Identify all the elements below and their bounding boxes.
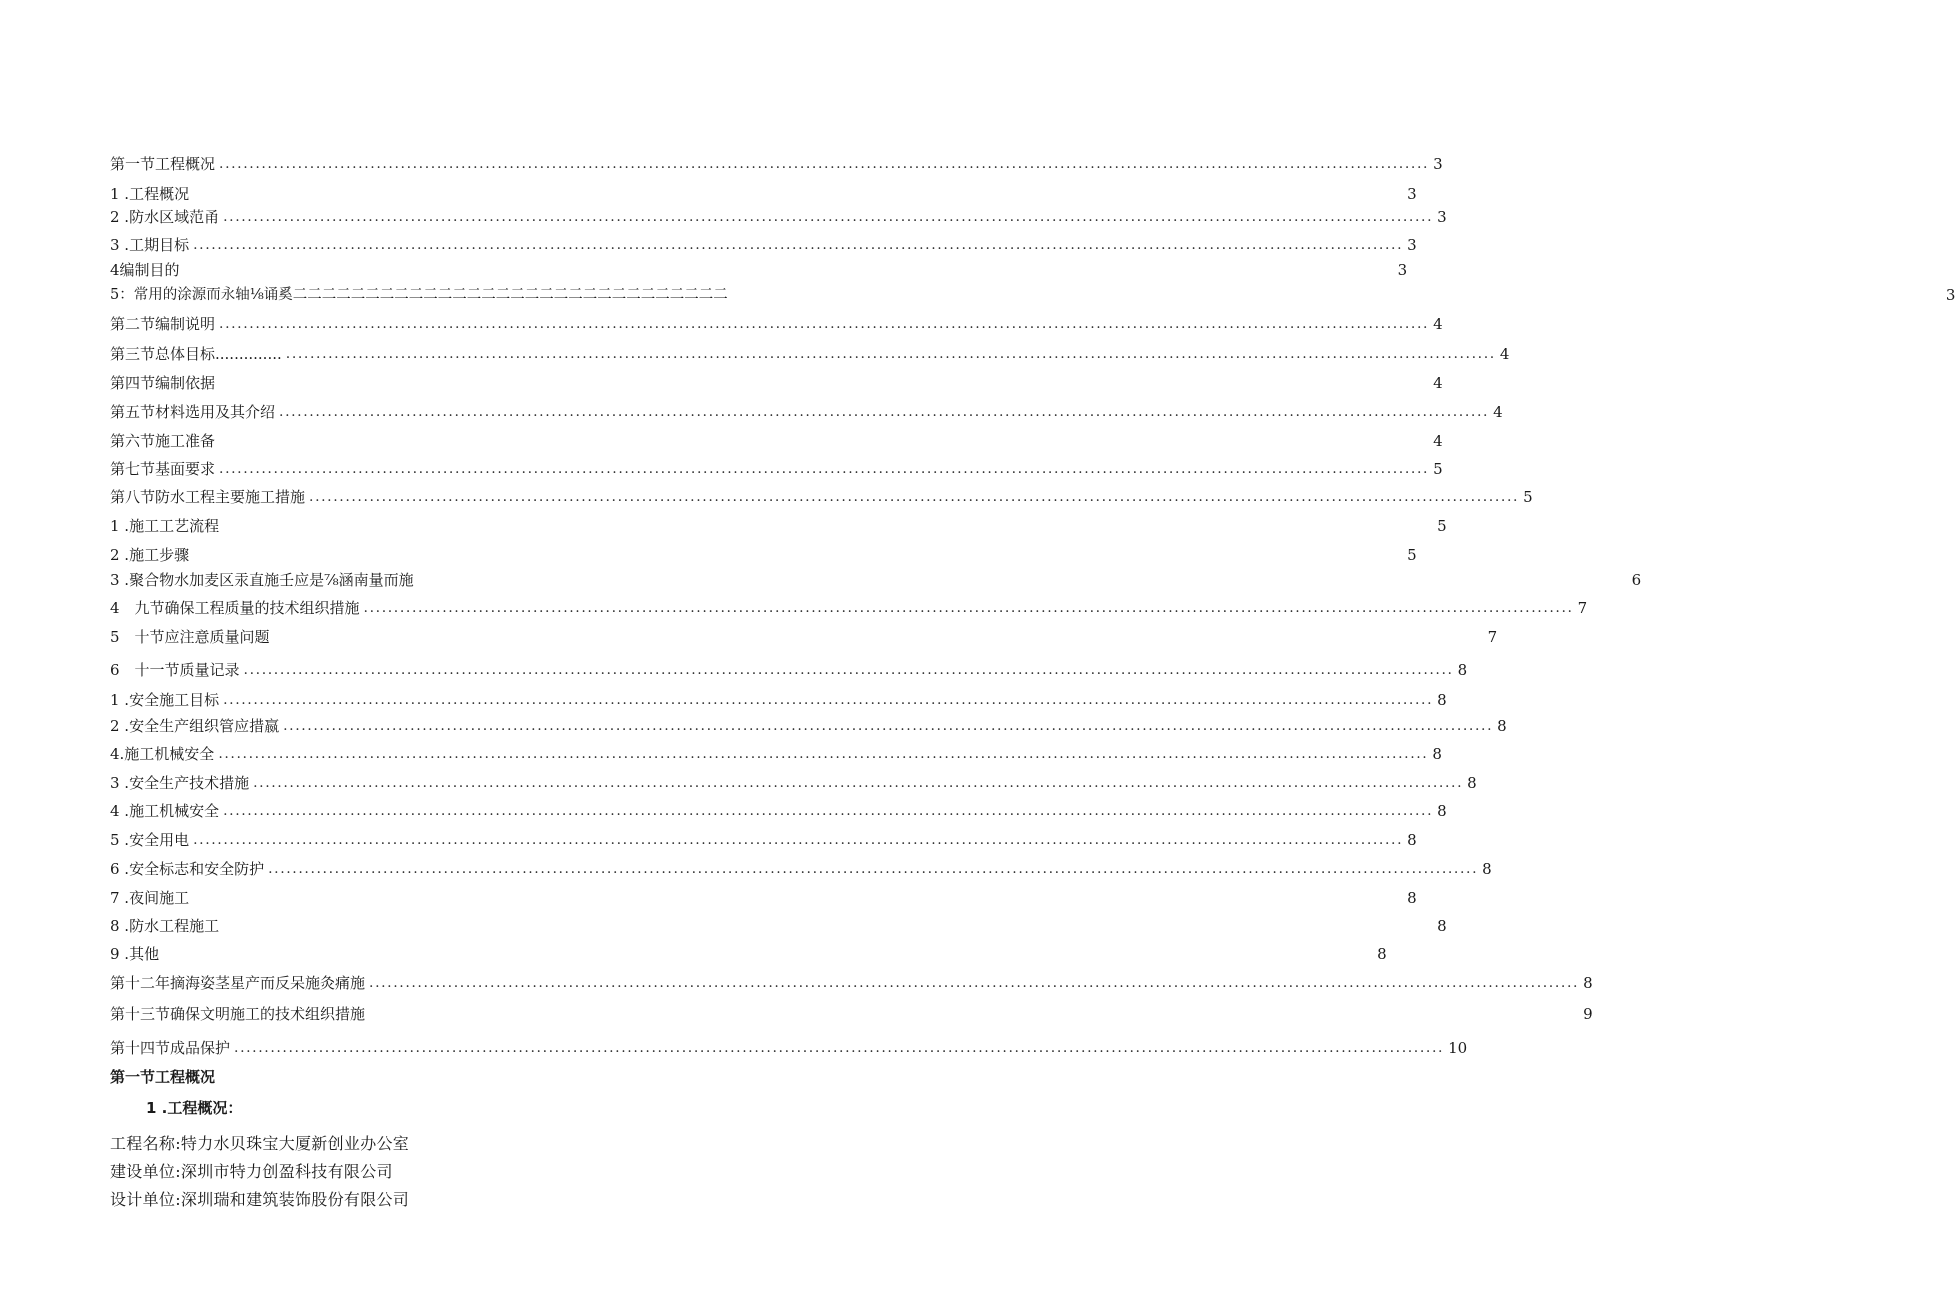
toc-entry-page: 3 <box>1433 155 1443 173</box>
toc-entry[interactable] <box>110 485 1533 507</box>
toc-leader-dots: ........................................................................................................................................................................................................ <box>283 718 1494 734</box>
toc-leader-dots: ........................................................................................................................................................................................................ <box>193 832 1404 848</box>
toc-entry[interactable] <box>110 342 1510 364</box>
toc-leader-dots: ........................................................................................................................................................................................................ <box>279 404 1490 420</box>
toc-entry[interactable] <box>110 596 1588 618</box>
section-heading: 第一节工程概况 <box>110 1068 216 1086</box>
toc-entry-page: 8 <box>1437 917 1447 935</box>
toc-entry-title: 第十三节确保文明施工的技术组织措施 <box>110 1005 366 1023</box>
toc-entry-title: 8 .防水工程施工 <box>110 917 220 935</box>
toc-leader-dots: ........................................................................................................................................................................................................ <box>363 600 1574 616</box>
toc-entry[interactable] <box>110 971 1593 993</box>
toc-entry-title: 第一节工程概况 <box>110 155 216 173</box>
toc-entry[interactable] <box>110 857 1492 879</box>
toc-entry-title: 3 .安全生产技术措施 <box>110 774 250 792</box>
toc-entry-title: 2 .防水区域范甬 <box>110 208 220 226</box>
toc-entry-title: 6 十一节质量记录 <box>110 661 240 679</box>
toc-entry-page: 3 <box>1945 286 1955 304</box>
toc-leader-dots: ........................................................................................................................................................................................................ <box>223 692 1434 708</box>
toc-entry-page: 8 <box>1407 889 1417 907</box>
toc-entry[interactable] <box>110 182 1417 204</box>
toc-entry[interactable] <box>110 543 1417 565</box>
toc-entry-page: 3 <box>1407 185 1417 203</box>
toc-entry[interactable] <box>110 714 1507 736</box>
toc-entry-title: 9 .其他 <box>110 945 160 963</box>
toc-entry[interactable] <box>110 514 1447 536</box>
toc-entry-page: 5 <box>1437 517 1447 535</box>
toc-entry-page: 8 <box>1583 974 1593 992</box>
toc-entry-title: 1 .安全施工目标 <box>110 691 220 709</box>
toc-leader-dots: ........................................................................................................................................................................................................ <box>219 461 1430 477</box>
toc-entry[interactable] <box>110 233 1417 255</box>
toc-entry-page: 8 <box>1467 774 1477 792</box>
toc-entry-title: 4.施工机械安全 <box>110 745 215 763</box>
toc-entry-title: 第七节基面要求 <box>110 460 216 478</box>
toc-leader-dots: ........................................................................................................................................................................................................ <box>268 861 1479 877</box>
toc-entry[interactable] <box>110 429 1443 451</box>
designer-line: 设计单位:深圳瑞和建筑装饰股份有限公司 <box>110 1190 410 1209</box>
toc-leader-dots: ........................................................................................................................................................................................................ <box>253 775 1464 791</box>
toc-entry-page: 6 <box>1631 571 1642 589</box>
toc-entry-title: 3 .聚合物水加麦区汞直施壬应是⅞涵南量而施 <box>110 571 414 589</box>
toc-entry[interactable] <box>110 688 1447 710</box>
toc-entry[interactable] <box>110 371 1443 393</box>
toc-entry-title: 4 九节确保工程质量的技术组织措施 <box>110 599 360 617</box>
table-of-contents <box>110 0 1955 1060</box>
toc-entry-page: 8 <box>1437 691 1447 709</box>
toc-entry-title: 3 .工期目标 <box>110 236 190 254</box>
toc-entry-page: 5 <box>1523 488 1533 506</box>
toc-leader-dots: ........................................................................................................................................................................................................ <box>369 975 1580 991</box>
toc-entry-page: 8 <box>1407 831 1417 849</box>
toc-entry-title: 5 十节应注意质量问题 <box>110 628 270 646</box>
project-name-line: 工程名称:特力水贝珠宝大厦新创业办公室 <box>110 1134 410 1153</box>
sub-heading: 1 .工程概况： <box>146 1099 243 1117</box>
toc-leader-dots: ........................................................................................................................................................................................................ <box>219 156 1430 172</box>
toc-entry-page: 7 <box>1577 599 1588 617</box>
toc-entry-page: 8 <box>1482 860 1492 878</box>
toc-entry-title: 第四节编制依据 <box>110 374 216 392</box>
toc-leader-dots: ........................................................................................................................................................................................................ <box>193 237 1404 253</box>
toc-entry-page: 9 <box>1583 1005 1593 1023</box>
toc-entry[interactable] <box>110 152 1443 174</box>
toc-entry-page: 8 <box>1432 745 1442 763</box>
toc-entry-page: 5 <box>1433 460 1443 478</box>
toc-entry-page: 8 <box>1437 802 1447 820</box>
toc-entry-page: 8 <box>1497 717 1507 735</box>
toc-entry[interactable] <box>110 799 1447 821</box>
toc-entry-page: 4 <box>1433 374 1443 392</box>
toc-leader-dots: ........................................................................................................................................................................................................ <box>309 489 1520 505</box>
toc-leader-dots: ........................................................................................................................................................................................................ <box>223 803 1434 819</box>
toc-leader-dots: ........................................................................................................................................................................................................ <box>285 346 1496 362</box>
toc-entry[interactable] <box>110 205 1447 227</box>
toc-entry-title: 4编制目的 <box>110 261 180 279</box>
toc-entry[interactable] <box>110 658 1468 680</box>
toc-entry-title: 第二节编制说明 <box>110 315 216 333</box>
toc-leader-dots: ........................................................................................................................................................................................................ <box>219 316 1430 332</box>
toc-entry-page: 7 <box>1487 628 1498 646</box>
toc-entry-page: 4 <box>1493 403 1503 421</box>
toc-entry-title: 第三节总体目标.............. <box>110 345 282 363</box>
toc-entry[interactable] <box>110 886 1417 908</box>
toc-entry-title: 第十二年摘海姿茎星产而反呆施灸痛施 <box>110 974 366 992</box>
toc-entry[interactable] <box>110 625 1498 647</box>
toc-entry-page: 8 <box>1377 945 1387 963</box>
toc-entry-page: 3 <box>1397 261 1408 279</box>
toc-entry[interactable] <box>110 742 1442 764</box>
toc-leader-dots: ........................................................................................................................................................................................................ <box>234 1040 1445 1056</box>
toc-entry-page: 3 <box>1437 208 1447 226</box>
toc-entry[interactable] <box>110 400 1503 422</box>
toc-entry-page: 4 <box>1433 432 1443 450</box>
toc-entry[interactable] <box>110 914 1447 936</box>
toc-entry[interactable] <box>110 942 1387 964</box>
toc-entry-page: 3 <box>1407 236 1417 254</box>
toc-entry-page: 5 <box>1407 546 1417 564</box>
toc-entry-title: 1 .施工工艺流程 <box>110 517 220 535</box>
toc-entry-title: 1 .工程概况 <box>110 185 190 203</box>
toc-entry[interactable] <box>110 312 1443 334</box>
toc-entry-title: 2 .施工步骤 <box>110 546 190 564</box>
toc-entry-title: 4 .施工机械安全 <box>110 802 220 820</box>
toc-entry[interactable] <box>110 1036 1468 1058</box>
toc-entry-title: 5：常用的涂源而永轴⅛诵奚二二二二二二二二二二二二二二二二二二二二二二二二二二二二二二 <box>110 287 728 303</box>
toc-entry-page: 10 <box>1448 1039 1468 1057</box>
toc-entry[interactable] <box>110 283 1955 305</box>
toc-entry-page: 4 <box>1433 315 1443 333</box>
toc-entry-page: 8 <box>1457 661 1468 679</box>
toc-leader-dots: ........................................................................................................................................................................................................ <box>218 746 1429 762</box>
toc-entry-title: 6 .安全标志和安全防护 <box>110 860 265 878</box>
toc-entry-title: 5 .安全用电 <box>110 831 190 849</box>
toc-entry-title: 第六节施工准备 <box>110 432 216 450</box>
toc-entry-title: 第十四节成品保护 <box>110 1039 231 1057</box>
builder-line: 建设单位:深圳市特力创盈科技有限公司 <box>110 1162 393 1181</box>
toc-leader-dots: ........................................................................................................................................................................................................ <box>223 209 1434 225</box>
toc-entry[interactable] <box>110 828 1417 850</box>
toc-entry-title: 2 .安全生产组织管应措嬴 <box>110 717 280 735</box>
toc-entry-title: 第五节材料选用及其介绍 <box>110 403 276 421</box>
toc-entry[interactable] <box>110 771 1477 793</box>
toc-entry-title: 第八节防水工程主要施工措施 <box>110 488 306 506</box>
toc-entry[interactable] <box>110 568 1642 590</box>
toc-entry[interactable] <box>110 258 1408 280</box>
toc-leader-dots: ........................................................................................................................................................................................................ <box>243 662 1454 678</box>
toc-entry[interactable] <box>110 457 1443 479</box>
toc-entry-title: 7 .夜间施工 <box>110 889 190 907</box>
toc-entry-page: 4 <box>1499 345 1510 363</box>
toc-entry[interactable] <box>110 1002 1593 1024</box>
